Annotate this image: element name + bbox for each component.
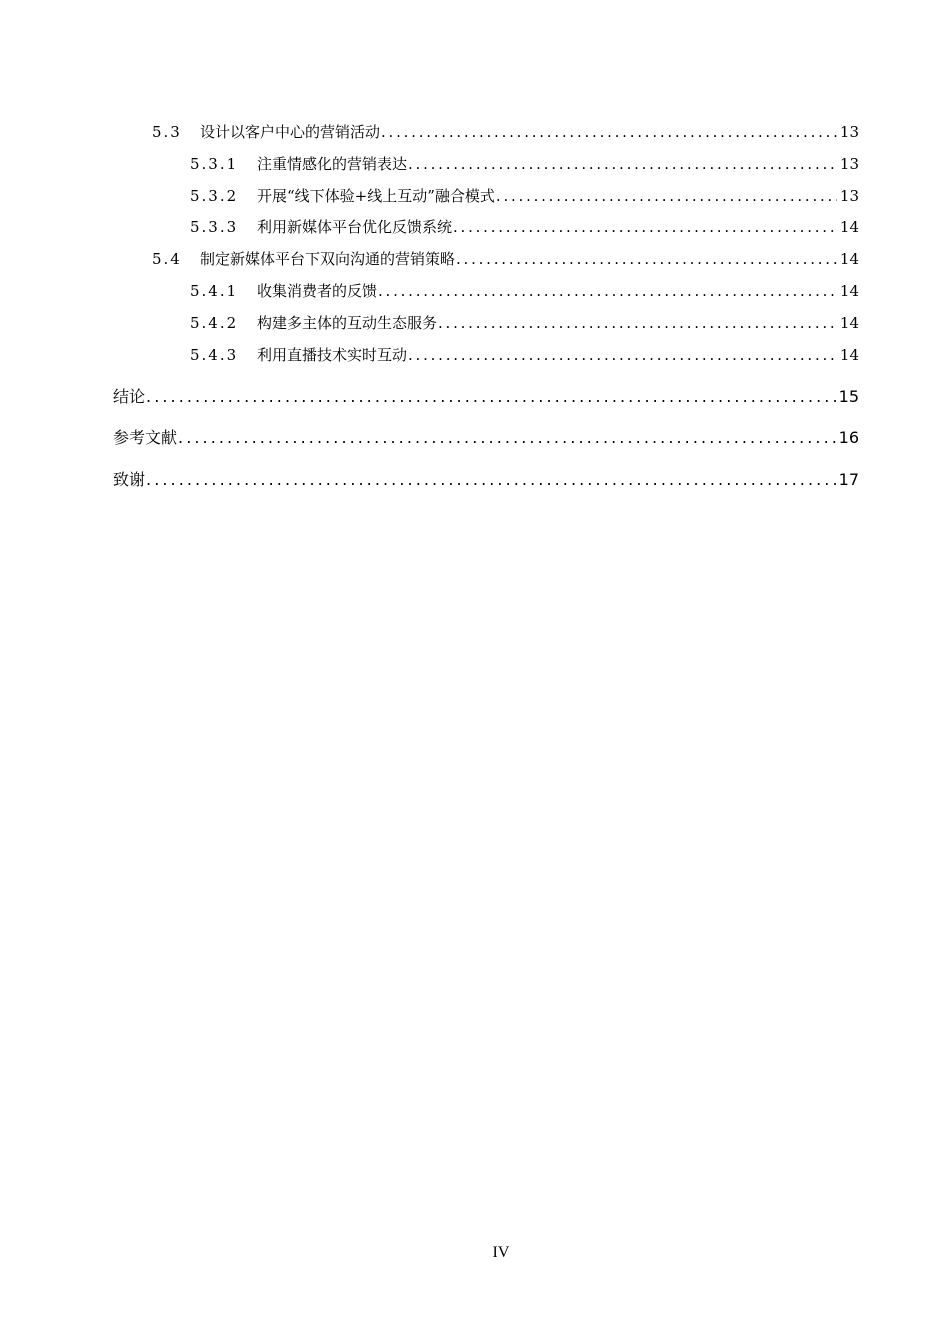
toc-entry-title: 利用新媒体平台优化反馈系统	[257, 218, 453, 236]
toc-entry-5-3-3[interactable]	[190, 215, 859, 239]
toc-entry-5-3-2[interactable]	[190, 184, 859, 208]
toc-entry-title: 致谢	[113, 470, 146, 489]
toc-entry-page: 13	[839, 187, 859, 205]
toc-entry-5-4-2[interactable]	[190, 311, 859, 335]
dot-leader	[381, 120, 837, 144]
toc-entry-5-4-1[interactable]	[190, 279, 859, 303]
toc-entry-page: 15	[838, 387, 859, 406]
toc-entry-5-4-3[interactable]	[190, 343, 859, 367]
toc-entry-conclusion[interactable]	[113, 385, 859, 409]
toc-entry-title: 构建多主体的互动生态服务	[257, 314, 438, 332]
toc-entry-number: 5.4	[152, 250, 182, 268]
dot-leader	[146, 468, 836, 492]
toc-entry-title: 注重情感化的营销表达	[257, 155, 408, 173]
toc-entry-page: 16	[838, 428, 859, 447]
toc-entry-5-3[interactable]	[152, 120, 859, 144]
toc-entry-title: 设计以客户中心的营销活动	[200, 123, 381, 141]
dot-leader	[146, 385, 836, 409]
toc-entry-page: 14	[839, 218, 859, 236]
toc-entry-references[interactable]	[113, 426, 859, 450]
toc-entry-title: 结论	[113, 387, 146, 406]
dot-leader	[456, 247, 837, 271]
toc-entry-page: 14	[839, 282, 859, 300]
page-number-footer: IV	[492, 1244, 510, 1261]
toc-entry-title: 利用直播技术实时互动	[257, 346, 408, 364]
toc-entry-page: 14	[839, 314, 859, 332]
toc-entry-title: 制定新媒体平台下双向沟通的营销策略	[200, 250, 456, 268]
toc-entry-page: 13	[839, 155, 859, 173]
toc-entry-number: 5.4.1	[190, 282, 239, 300]
dot-leader	[408, 152, 837, 176]
toc-entry-page: 17	[838, 470, 859, 489]
dot-leader	[408, 343, 837, 367]
dot-leader	[178, 426, 836, 450]
toc-entry-page: 13	[839, 123, 859, 141]
toc-entry-number: 5.3.1	[190, 155, 239, 173]
toc-entry-number: 5.3.3	[190, 218, 239, 236]
toc-entry-number: 5.4.2	[190, 314, 239, 332]
dot-leader	[438, 311, 837, 335]
toc-entry-page: 14	[839, 346, 859, 364]
toc-entry-page: 14	[839, 250, 859, 268]
toc-entry-5-3-1[interactable]	[190, 152, 859, 176]
toc-entry-number: 5.3	[152, 123, 182, 141]
toc-entry-number: 5.4.3	[190, 346, 239, 364]
toc-entry-5-4[interactable]	[152, 247, 859, 271]
toc-entry-title: 开展“线下体验+线上互动”融合模式	[257, 187, 495, 205]
toc-entry-title: 参考文献	[113, 428, 178, 447]
dot-leader	[496, 184, 837, 208]
dot-leader	[378, 279, 837, 303]
toc-entry-acknowledgements[interactable]	[113, 468, 859, 492]
dot-leader	[453, 215, 837, 239]
toc-entry-number: 5.3.2	[190, 187, 239, 205]
toc-entry-title: 收集消费者的反馈	[257, 282, 378, 300]
